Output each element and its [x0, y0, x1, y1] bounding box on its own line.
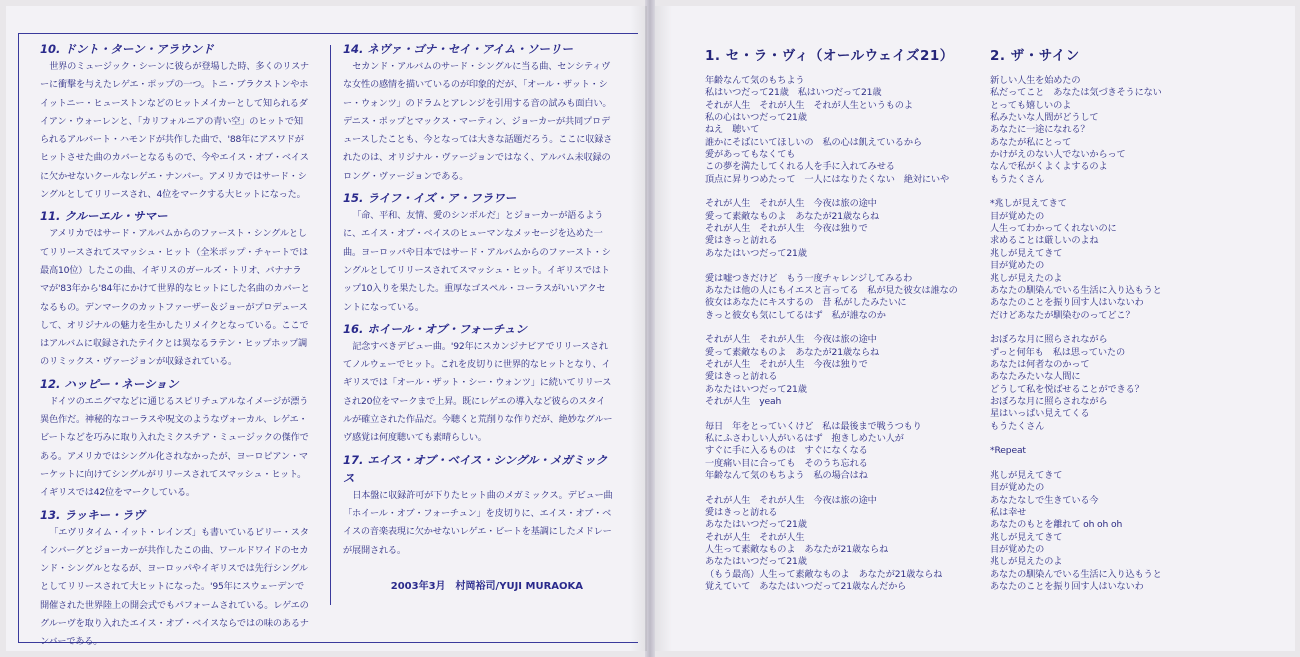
- lyric-line: それが人生 それが人生 今夜は旅の途中: [705, 198, 877, 210]
- lyric-line: 私だってこと あなたは気づきそうにない: [990, 87, 1162, 99]
- lyric-line: 愛は嘘つきだけど もう一度チャレンジしてみるわ: [705, 272, 913, 284]
- lyric-line: ずっと何年も 私は思っていたの: [990, 346, 1126, 358]
- lyric-line: すぐに手に入るものは すぐになくなる: [705, 445, 868, 457]
- lyric-line: もうたくさん: [990, 420, 1045, 432]
- lyric-line: 私は幸せ: [990, 507, 1027, 519]
- lyric-line: それが人生 それが人生 今夜は旅の途中: [705, 334, 877, 346]
- lyric-line: 愛って素敵なものよ あなたが21歳ならね: [705, 346, 880, 358]
- lyric-line: 兆しが見えてきて: [990, 531, 1063, 543]
- lyric-line: あなたは何者なのかって: [990, 358, 1090, 370]
- lyric-line: かけがえのない人でないからって: [990, 149, 1126, 161]
- lyric-line: あなたみたいな人間に: [990, 371, 1081, 383]
- lyric-line: 愛はきっと訪れる: [705, 235, 778, 247]
- lyric-line: 一度痛い目に合っても そのうち忘れる: [705, 457, 868, 469]
- lyric-line: [990, 458, 1270, 470]
- lyric-line: 頂点に昇りつめたって 一人にはなりたくない 絶対にいや: [705, 173, 950, 185]
- lyric-line: 毎日 年をとっていくけど 私は最後まで戦うつもり: [705, 420, 922, 432]
- track-note-title: 15. ライフ・イズ・ア・フラワー: [343, 191, 517, 206]
- lyric-line: この夢を満たしてくれる人を手に入れてみせる: [705, 161, 895, 173]
- column-divider: [330, 45, 331, 605]
- lyric-line: 覚えていて あなたはいつだって21歳なんだから: [705, 581, 907, 593]
- track-note-body: ドイツのエニグマなどに通じるスピリチュアルなイメージが漂う異色作だ。神秘的なコーラスや呪文のようなヴォーカル、レゲエ・ビートなどを巧みに取り入れたミクスチア・ミュージックの傑作である。アメリカではシングル化されなかったが、ヨーロピアン・マーケットに向けてシングルがリリースされてスマッシュ・ヒット。イギリスでは42位をマークしている。: [40, 395, 309, 499]
- lyric-line: あなたの馴染んでいる生活に入り込もうと: [990, 284, 1162, 296]
- fold-shadow-right: [655, 6, 672, 651]
- track-note-title: 14. ネヴァ・ゴナ・セイ・アイム・ソーリー: [343, 42, 573, 56]
- lyric-line: 私にふさわしい人がいるはず 抱きしめたい人が: [705, 432, 904, 444]
- author-signature: 2003年3月 村岡裕司/YUJI MURAOKA: [390, 580, 583, 592]
- lyric-line: 星はいっぱい見えてくる: [990, 408, 1090, 420]
- track-note: [343, 189, 613, 317]
- lyric-line: 愛はきっと訪れる: [705, 507, 778, 519]
- lyric-line: 求めることは厳しいのよね: [990, 235, 1099, 247]
- lyric-line: 私はいつだって21歳 私はいつだって21歳: [705, 87, 882, 99]
- track-note: [40, 506, 310, 652]
- lyric-line: おぼろな月に照らされながら: [990, 395, 1108, 407]
- track-note: [343, 451, 613, 560]
- lyric-line: きっと彼女も気にしてるはず 私が誰なのか: [705, 309, 886, 321]
- lyric-line: もうたくさん: [990, 173, 1045, 185]
- lyric-line: [705, 408, 980, 420]
- lyric-line: それが人生 yeah: [705, 395, 782, 407]
- lyric-line: 人生って素敵なものよ あなたが21歳ならね: [705, 544, 889, 556]
- lyric-line: [705, 482, 980, 494]
- track-note-body: 世界のミュージック・シーンに彼らが登場した時、多くのリスナーに衝撃を与えたレゲエ・ポップの一つ。トニ・ブラクストンやホイットニー・ヒューストンなどのヒットメイカーとして知られるダイアン・ウォーレンと、「カリフォルニアの青い空」のヒットで知られるアルバート・ハモンドが共作した曲で、'88年にアスワドがヒットさせた曲のカバーとなるもので、今やエイス・オブ・ベイスに欠かせないクールなレゲエ・ナンバー。アメリカではサード・シングルとしてリリースされ、4位をマークする大ヒットになった。: [40, 61, 309, 201]
- lyric-line: 年齢なんて気のもちよう 私の場合はね: [705, 470, 868, 481]
- lyrics-body: [990, 75, 1270, 593]
- lyric-line: おぼろな月に照らされながら: [990, 334, 1108, 346]
- lyric-line: どうして私を悦ばせることができる？: [990, 383, 1144, 395]
- liner-notes-column-2: [343, 40, 613, 596]
- lyric-line: *Repeat: [990, 445, 1026, 457]
- lyric-line: 兆しが見えてきて: [990, 470, 1063, 481]
- track-note-title: 11. クルーエル・サマー: [40, 209, 168, 224]
- lyric-line: あなたのもとを離れて oh oh oh: [990, 519, 1123, 531]
- lyric-line: なんで私がくよくよするのよ: [990, 161, 1108, 173]
- track-note: [343, 320, 613, 448]
- lyric-line: あなたはいつだって21歳: [705, 556, 807, 568]
- song-title: 1. セ・ラ・ヴィ（オールウェイズ21）: [705, 48, 954, 64]
- track-note-title: 17. エイス・オブ・ベイス・シングル・メガミックス: [343, 452, 608, 485]
- lyric-line: [705, 186, 980, 198]
- lyric-line: あなたはいつだって21歳: [705, 519, 807, 531]
- lyric-line: 愛って素敵なものよ あなたが21歳ならね: [705, 210, 880, 222]
- lyric-line: 愛はきっと訪れる: [705, 371, 778, 383]
- lyric-line: 目が覚めたの: [990, 260, 1045, 272]
- track-note-body: セカンド・アルバムのサード・シングルに当る曲、センシティヴな女性の感情を描いているのが印象的だが、「オール・ザット・シー・ウォンツ」のドラムとアレンジを引用する音の試みも面白い。デニス・ポップとマックス・マーティン、ジョーカーが共同プロデュースしたことも、今となっては大きな話題だろう。ここに収録されたのは、オリジナル・ヴァージョンではなく、アルバム未収録のロング・ヴァージョンである。: [343, 61, 613, 182]
- lyric-line: あなたのことを振り回す人はいないわ: [990, 297, 1144, 309]
- track-note: [40, 40, 310, 204]
- lyric-line: 年齢なんて気のもちよう: [705, 75, 805, 86]
- lyric-line: 私みたいな人間がどうして: [990, 112, 1099, 124]
- lyric-line: あなたのことを振り回す人はいないわ: [990, 581, 1144, 593]
- track-note-body: 日本盤に収録許可が下りたヒット曲のメガミックス。デビュー曲「ホイール・オブ・フォーチュン」を皮切りに、エイス・オブ・ベイスの音楽表現に欠かせないレゲエ・ビートを基調にしたメドレーが展開される。: [343, 489, 613, 556]
- lyrics-song-1: [705, 45, 980, 593]
- lyric-line: [990, 322, 1270, 334]
- track-note-body: 「エヴリタイム・イット・レインズ」も書いているビリー・スタインバーグとジョーカーが共作したこの曲、ワールドワイドのセカンド・シングルとなるが、ヨーロッパやイギリスでは先行シングルとしてリリースされて大ヒットになった。'95年にスウェーデンで開催された世界陸上の開会式でもパフォームされている。レゲエのグルーヴを取り入れたエイス・オブ・ベイスならではの味のあるナンバーである。: [40, 526, 309, 648]
- lyric-line: 目が覚めたの: [990, 482, 1045, 494]
- lyric-line: それが人生 それが人生: [705, 531, 805, 543]
- lyric-line: （もう最高）人生って素敵なものよ あなたが21歳ならね: [705, 568, 943, 580]
- lyric-line: 彼女はあなたにキスするの 昔 私がしたみたいに: [705, 297, 907, 309]
- lyric-line: あなたの馴染んでいる生活に入り込もうと: [990, 568, 1162, 580]
- lyric-line: [990, 433, 1270, 445]
- lyric-line: 愛があってもなくても: [705, 149, 796, 161]
- lyric-line: 兆しが見えてきて: [990, 247, 1063, 259]
- lyrics-body: [705, 75, 980, 593]
- lyric-line: 目が覚めたの: [990, 210, 1045, 222]
- liner-notes-column-1: [40, 40, 310, 655]
- track-note-body: 「命、平和、友情、愛のシンボルだ」とジョーカーが語るように、エイス・オブ・ベイスのヒューマンなメッセージを込めた一曲。ヨーロッパや日本ではサード・アルバムからのファースト・シングルとしてリリースされてスマッシュ・ヒット。イギリスではトップ10入りを果たした。重厚なゴスペル・コーラスがいいアクセントになっている。: [343, 210, 611, 313]
- lyric-line: 私の心はいつだって21歳: [705, 112, 807, 124]
- lyric-line: 新しい人生を始めたの: [990, 75, 1081, 86]
- lyric-line: [705, 260, 980, 272]
- lyric-line: 兆しが見えたのよ: [990, 556, 1063, 568]
- lyric-line: あなたが私にとって: [990, 136, 1072, 148]
- track-note: [343, 40, 613, 186]
- lyric-line: あなたなしで生きている今: [990, 494, 1099, 506]
- lyric-line: あなたは他の人にもイエスと言ってる 私が見た彼女は誰なの: [705, 284, 958, 296]
- lyric-line: [990, 186, 1270, 198]
- lyric-line: ねえ 聴いて: [705, 124, 760, 136]
- lyric-line: だけどあなたが馴染むのってどこ？: [990, 309, 1135, 321]
- track-note-body: 記念すべきデビュー曲。'92年にスカンジナビアでリリースされてノルウェーでヒット。これを皮切りに世界的なヒットとなり、イギリスでは「オール・ザット・シー・ウォンツ」に続いてリリースされ20位をマークまで上昇。既にレゲエの導入など彼らのスタイルが確立された作品だ。今聴くと荒削りな作りだが、絶妙なグルーヴ感覚は何度聴いても素晴らしい。: [343, 340, 613, 444]
- lyric-line: 兆しが見えたのよ: [990, 272, 1063, 284]
- lyric-line: 目が覚めたの: [990, 544, 1045, 556]
- track-note: [40, 207, 310, 371]
- lyrics-song-2: [990, 45, 1270, 593]
- lyric-line: あなたはいつだって21歳: [705, 383, 807, 395]
- track-note: [40, 375, 310, 503]
- lyric-line: 人生ってわかってくれないのに: [990, 223, 1117, 235]
- track-note-title: 10. ドント・ターン・アラウンド: [40, 42, 214, 56]
- song-title: 2. ザ・サイン: [990, 48, 1080, 64]
- lyric-line: それが人生 それが人生 今夜は旅の途中: [705, 494, 877, 506]
- lyric-line: それが人生 それが人生 それが人生というものよ: [705, 99, 913, 111]
- track-note-title: 12. ハッピー・ネーション: [40, 376, 179, 391]
- lyric-line: あなたはいつだって21歳: [705, 247, 807, 259]
- track-note-title: 16. ホイール・オブ・フォーチュン: [343, 321, 527, 336]
- lyric-line: あなたに一途になれる？: [990, 124, 1090, 136]
- lyric-line: とっても嬉しいのよ: [990, 99, 1072, 111]
- track-note-body: アメリカではサード・アルバムからのファースト・シングルとしてリリースされてスマッシュ・ヒット（全米ポップ・チャートでは最高10位）したこの曲、イギリスのガールズ・トリオ、バナナラマが'83年から'84年にかけて世界的なヒットにした名曲のカバーとなるもの。デンマークのカットファーザー＆ジョーがプロデュースして、オリジナルの魅力を生かしたリメイクとなっている。ここではアルバムに収録されたテイクとは異なるラテン・ヒップホップ調のリミックス・ヴァージョンが収録されている。: [40, 228, 310, 368]
- lyric-line: [705, 322, 980, 334]
- track-note-title: 13. ラッキー・ラヴ: [40, 507, 145, 522]
- lyric-line: それが人生 それが人生 今夜は独りで: [705, 223, 868, 235]
- lyric-line: *兆しが見えてきて: [990, 198, 1067, 210]
- lyric-line: それが人生 それが人生 今夜は独りで: [705, 358, 868, 370]
- lyric-line: 誰かにそばにいてほしいの 私の心は飢えているから: [705, 136, 922, 148]
